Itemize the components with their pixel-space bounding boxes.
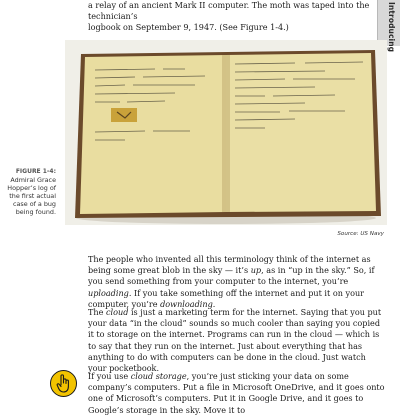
figure-caption-text: Admiral Grace Hopper’s log of the first actual case of a bug being found. bbox=[7, 176, 56, 217]
tip-hand-icon bbox=[50, 370, 77, 397]
figure-label: FIGURE 1-4: bbox=[15, 168, 56, 175]
intro-paragraph: a relay of an ancient Mark II computer. The moth was taped into the technician’s logbook on September 9, 1947. (See Figure 1-4.) bbox=[88, 0, 370, 33]
paragraph-cloud: The cloud is just a marketing term for the internet. Saying that you put your data “in the cloud” sounds so much cooler than saying you copied it to storage on the internet. Programs can run in the cloud — which is to say that they run on the internet. Just about everything that has anything to do with computers can be done in the cloud. Just watch your pocketbook. bbox=[88, 307, 382, 374]
side-tab-label: Introducing bbox=[387, 2, 396, 53]
figure-source: Source: US Navy bbox=[337, 231, 384, 237]
figure-caption bbox=[2, 168, 56, 217]
paragraph-cloud-storage: If you use cloud storage, you’re just sticking your data on some company’s computers. Put a file in Microsoft OneDrive, and it goes onto one of Microsoft’s computers. Put it in Google Drive, and it goes to Google’s storage in the sky. Move it to bbox=[88, 371, 385, 415]
paragraph-upload-download: The people who invented all this terminology think of the internet as being some great blob in the sky — it’s up, as in “up in the sky.” So, if you send something from your computer to the internet, you’re uploading. If you take something off the internet and put it on your computer, you’re downloading. bbox=[88, 254, 375, 309]
logbook-photo bbox=[65, 40, 387, 225]
